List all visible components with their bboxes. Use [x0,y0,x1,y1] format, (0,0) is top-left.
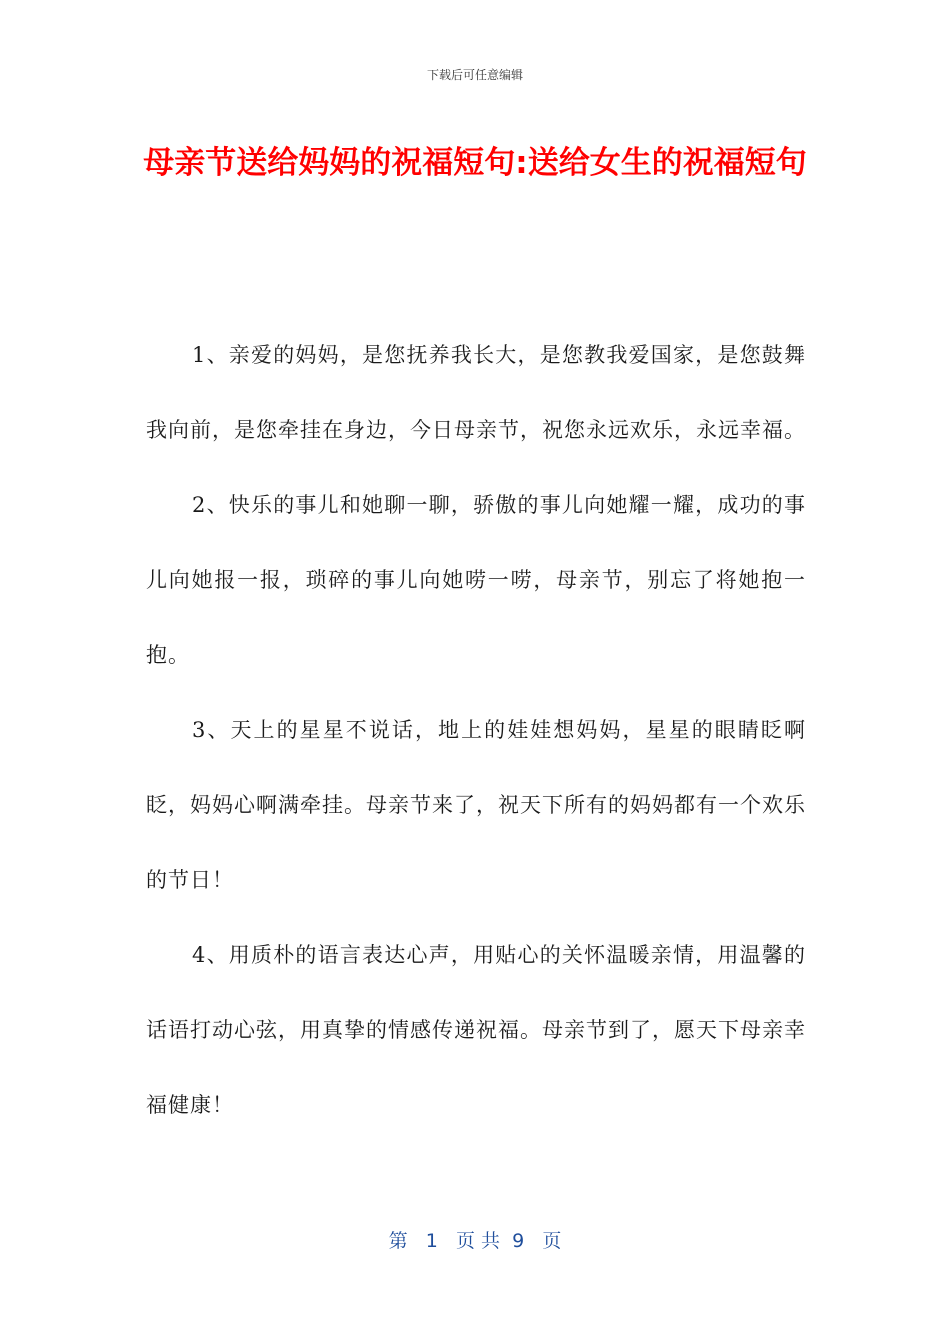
document-title: 母亲节送给妈妈的祝福短句:送给女生的祝福短句 [143,145,807,181]
paragraph-2: 2、快乐的事儿和她聊一聊，骄傲的事儿向她耀一耀，成功的事儿向她报一报，琐碎的事儿向她唠一唠，母亲节，别忘了将她抱一抱。 [146,493,806,667]
document-body [146,318,806,1143]
paragraph-1: 1、亲爱的妈妈，是您抚养我长大，是您教我爱国家，是您鼓舞我向前，是您牵挂在身边，今日母亲节，祝您永远欢乐，永远幸福。 [146,343,806,442]
header-note: 下载后可任意编辑 [426,68,523,82]
paragraph-4: 4、用质朴的语言表达心声，用贴心的关怀温暖亲情，用温馨的话语打动心弦，用真挚的情感传递祝福。母亲节到了，愿天下母亲幸福健康！ [146,943,806,1117]
paragraph-3: 3、天上的星星不说话，地上的娃娃想妈妈，星星的眼睛眨啊眨，妈妈心啊满牵挂。母亲节来了，祝天下所有的妈妈都有一个欢乐的节日！ [146,718,806,892]
page-number-footer: 第 1 页 共 9 页 [388,1230,562,1252]
